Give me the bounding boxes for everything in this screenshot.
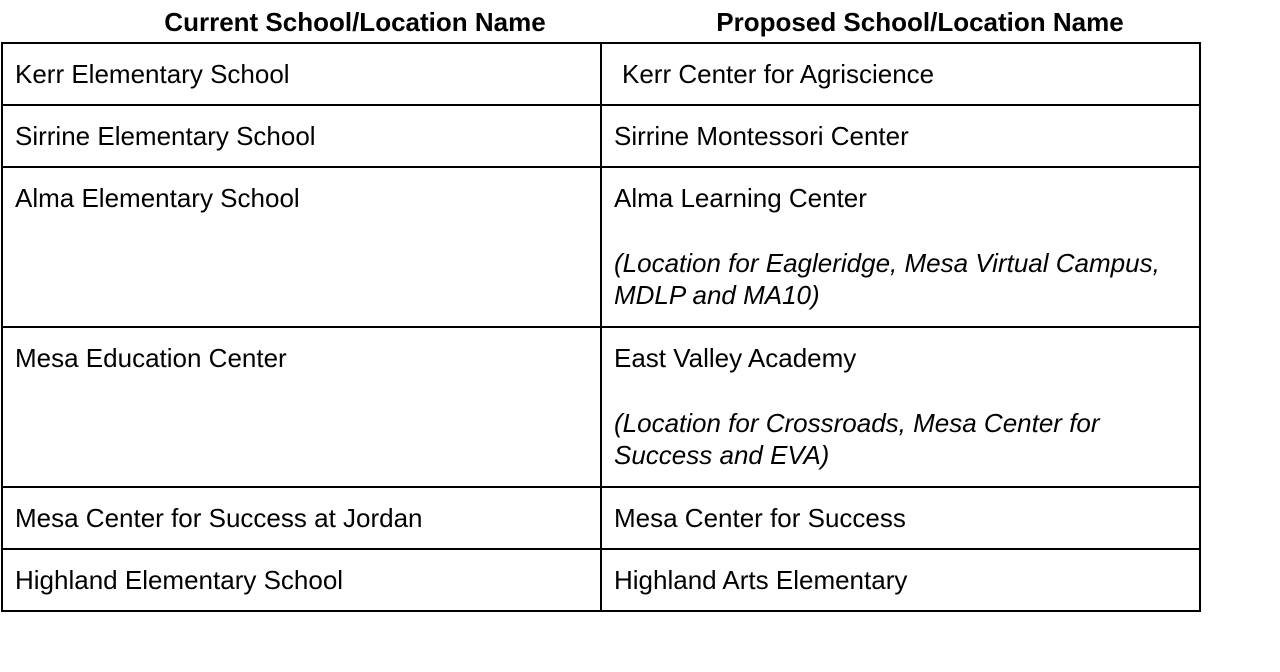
proposed-name: Sirrine Montessori Center	[614, 121, 909, 151]
table-header	[0, 4, 1200, 40]
table-row	[2, 327, 1200, 487]
proposed-name-cell	[601, 105, 1200, 167]
current-name: Sirrine Elementary School	[15, 121, 316, 151]
proposed-name-cell	[601, 549, 1200, 611]
current-name-cell	[2, 43, 601, 105]
current-name-cell	[2, 167, 601, 327]
current-name-cell	[2, 327, 601, 487]
school-name-table	[1, 42, 1201, 612]
proposed-name-cell	[601, 327, 1200, 487]
current-name: Highland Elementary School	[15, 565, 344, 595]
current-name: Kerr Elementary School	[15, 59, 290, 89]
location-note: (Location for Eagleridge, Mesa Virtual Campus, MDLP and MA10)	[614, 248, 1160, 310]
proposed-name-cell	[601, 487, 1200, 549]
header-current-name: Current School/Location Name	[164, 7, 546, 37]
proposed-name-cell	[601, 167, 1200, 327]
current-name-cell	[2, 549, 601, 611]
current-name: Alma Elementary School	[15, 183, 300, 213]
proposed-name: East Valley Academy	[614, 343, 857, 373]
proposed-name: Highland Arts Elementary	[614, 565, 908, 595]
current-name-cell	[2, 487, 601, 549]
table-row	[2, 167, 1200, 327]
current-name-cell	[2, 105, 601, 167]
table-row	[2, 43, 1200, 105]
current-name: Mesa Education Center	[15, 343, 287, 373]
table-row	[2, 549, 1200, 611]
proposed-name: Kerr Center for Agriscience	[622, 59, 935, 89]
table-row	[2, 105, 1200, 167]
proposed-name-cell	[601, 43, 1200, 105]
header-proposed-name: Proposed School/Location Name	[716, 7, 1124, 37]
proposed-name: Mesa Center for Success	[614, 503, 906, 533]
table-row	[2, 487, 1200, 549]
proposed-name: Alma Learning Center	[614, 183, 867, 213]
current-name: Mesa Center for Success at Jordan	[15, 503, 423, 533]
location-note: (Location for Crossroads, Mesa Center for Success and EVA)	[614, 408, 1100, 470]
